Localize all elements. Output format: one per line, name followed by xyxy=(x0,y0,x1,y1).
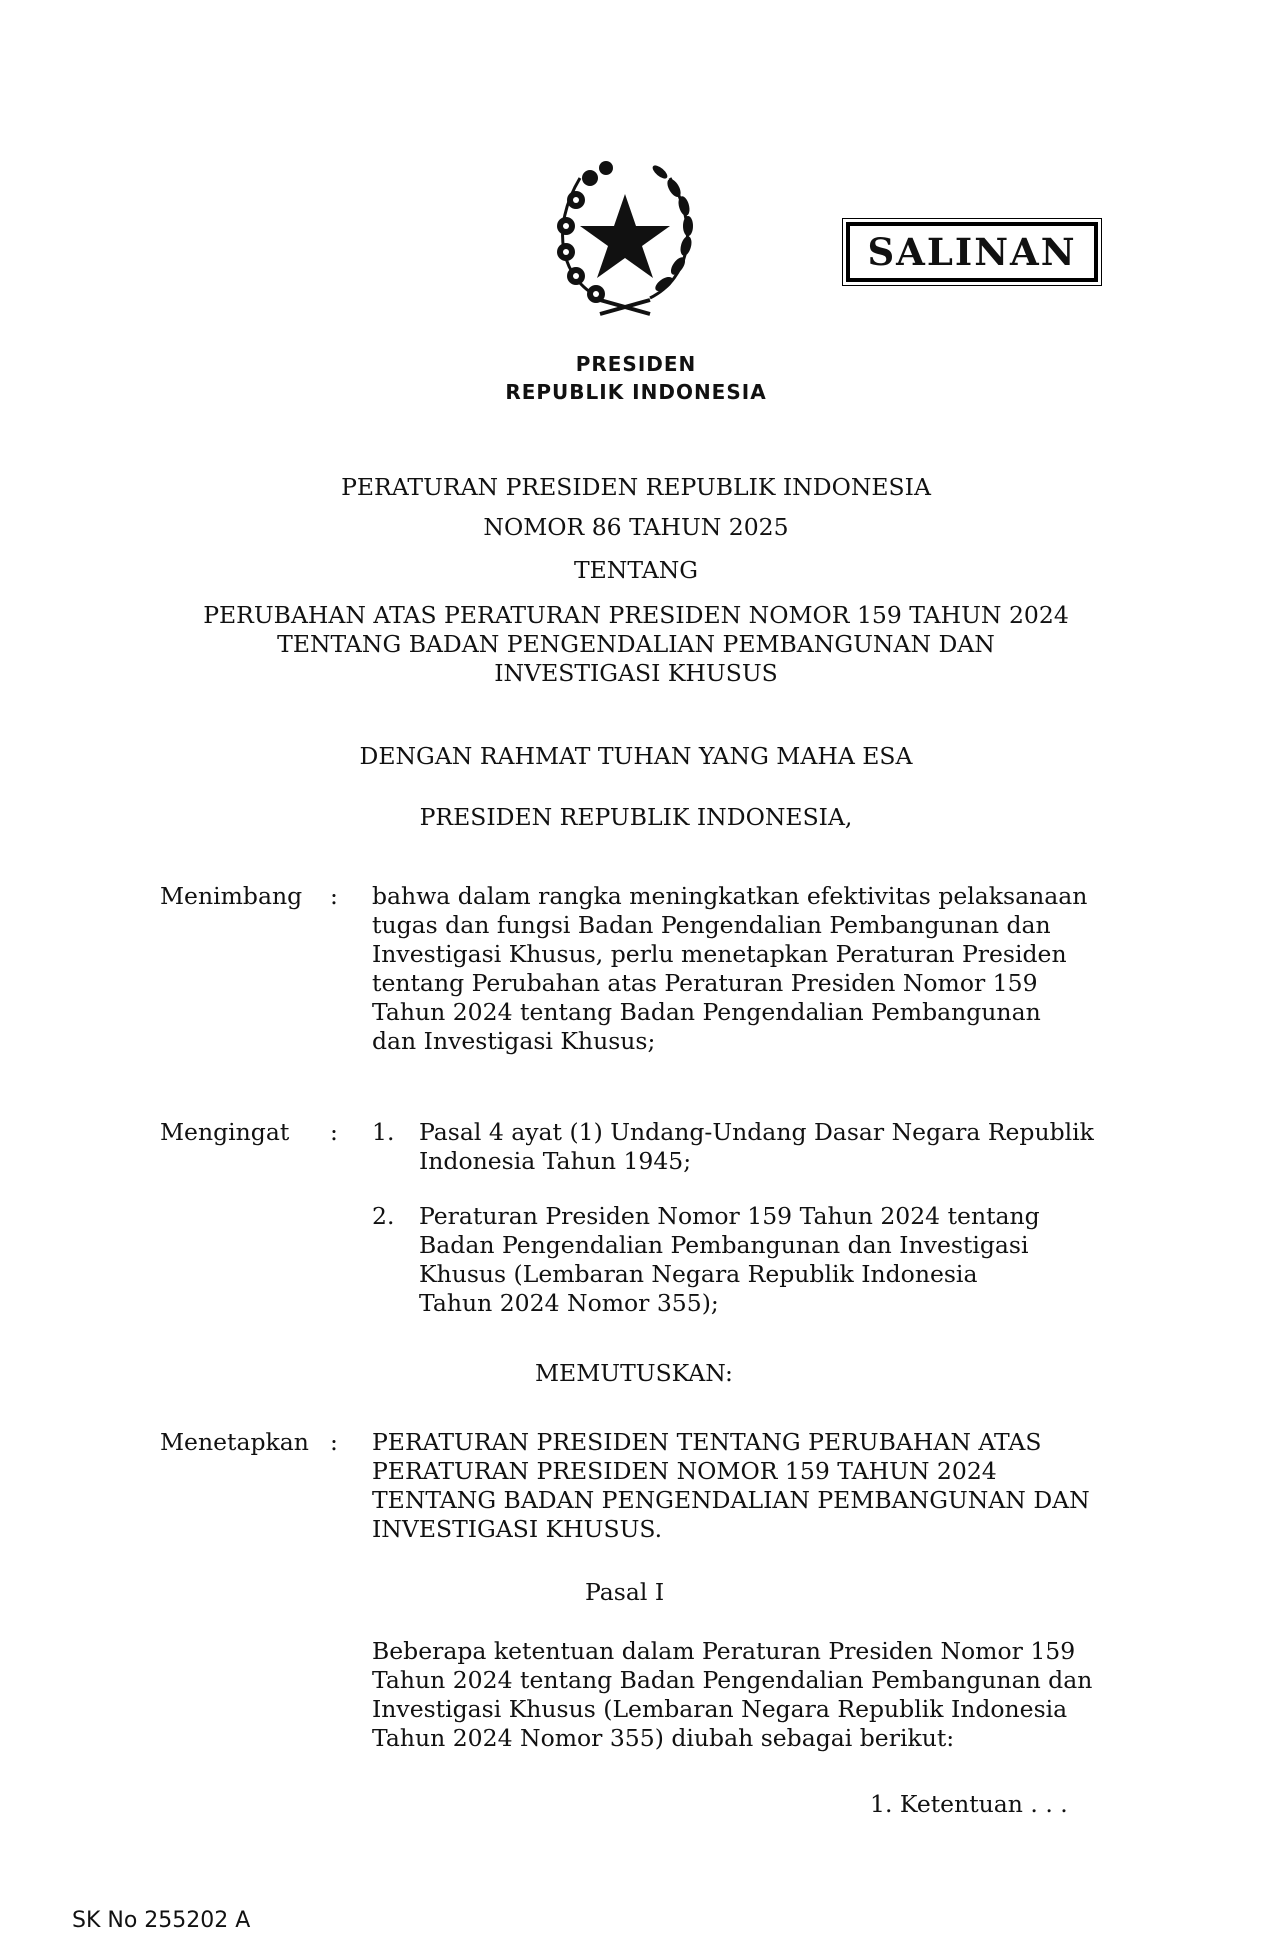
text-line: PERATURAN PRESIDEN TENTANG PERUBAHAN ATAS xyxy=(372,1428,1042,1456)
text-line: Khusus (Lembaran Negara Republik Indonesia xyxy=(419,1260,978,1288)
text-line: Badan Pengendalian Pembangunan dan Investigasi xyxy=(419,1231,1029,1259)
mengingat-item xyxy=(419,1118,1108,1176)
text-line: Tahun 2024 Nomor 355) diubah sebagai berikut: xyxy=(372,1724,955,1752)
text-line: INVESTIGASI KHUSUS. xyxy=(372,1515,663,1543)
pasal-text xyxy=(372,1637,1120,1753)
regulation-title: PERATURAN PRESIDEN REPUBLIK INDONESIA xyxy=(341,473,931,501)
menetapkan-colon: : xyxy=(330,1428,338,1456)
text-line: Tahun 2024 tentang Badan Pengendalian Pembangunan xyxy=(372,998,1041,1026)
mengingat-label: Mengingat xyxy=(160,1118,290,1146)
regulation-subject-line: TENTANG BADAN PENGENDALIAN PEMBANGUNAN DAN xyxy=(277,630,995,658)
garuda-emblem-icon xyxy=(540,148,710,320)
menetapkan-label: Menetapkan xyxy=(160,1428,309,1456)
text-line: tentang Perubahan atas Peraturan Presiden Nomor 159 xyxy=(372,969,1038,997)
text-line: Peraturan Presiden Nomor 159 Tahun 2024 tentang xyxy=(419,1202,1040,1230)
regulation-number: NOMOR 86 TAHUN 2025 xyxy=(483,513,789,541)
text-line: Investigasi Khusus (Lembaran Negara Republik Indonesia xyxy=(372,1695,1068,1723)
text-line: Beberapa ketentuan dalam Peraturan Presiden Nomor 159 xyxy=(372,1637,1076,1665)
text-line: Tahun 2024 tentang Badan Pengendalian Pembangunan dan xyxy=(372,1666,1093,1694)
salinan-label: SALINAN xyxy=(867,230,1077,274)
mengingat-item-number: 2. xyxy=(372,1202,395,1230)
mengingat-item-number: 1. xyxy=(372,1118,395,1146)
text-line: bahwa dalam rangka meningkatkan efektivitas pelaksanaan xyxy=(372,882,1088,910)
menetapkan-text xyxy=(372,1428,1108,1544)
issuer-line2: REPUBLIK INDONESIA xyxy=(505,380,767,404)
regulation-about: TENTANG xyxy=(573,556,699,584)
pasal-title: Pasal I xyxy=(585,1578,665,1606)
mengingat-item xyxy=(419,1202,1108,1318)
text-line: Investigasi Khusus, perlu menetapkan Peraturan Presiden xyxy=(372,940,1067,968)
regulation-subject-line: PERUBAHAN ATAS PERATURAN PRESIDEN NOMOR 159 TAHUN 2024 xyxy=(203,601,1069,629)
regulation-subject-line: INVESTIGASI KHUSUS xyxy=(494,659,778,687)
text-line: TENTANG BADAN PENGENDALIAN PEMBANGUNAN DAN xyxy=(372,1486,1090,1514)
issuer-line1: PRESIDEN xyxy=(575,352,697,376)
text-line: PERATURAN PRESIDEN NOMOR 159 TAHUN 2024 xyxy=(372,1457,997,1485)
mengingat-colon: : xyxy=(330,1118,338,1146)
issuing-authority: PRESIDEN REPUBLIK INDONESIA, xyxy=(419,803,853,831)
text-line: tugas dan fungsi Badan Pengendalian Pembangunan dan xyxy=(372,911,1051,939)
salinan-stamp xyxy=(846,222,1098,282)
text-line: Pasal 4 ayat (1) Undang-Undang Dasar Negara Republik xyxy=(419,1118,1094,1146)
text-line: Tahun 2024 Nomor 355); xyxy=(419,1289,719,1317)
menimbang-text xyxy=(372,882,1108,1056)
menimbang-label: Menimbang xyxy=(160,882,303,910)
memutuskan-heading: MEMUTUSKAN: xyxy=(535,1359,733,1387)
menimbang-colon: : xyxy=(330,882,338,910)
divine-invocation: DENGAN RAHMAT TUHAN YANG MAHA ESA xyxy=(359,742,913,770)
document-code: SK No 255202 A xyxy=(72,1908,251,1933)
text-line: dan Investigasi Khusus; xyxy=(372,1027,656,1055)
text-line: Indonesia Tahun 1945; xyxy=(419,1147,692,1175)
page-continuation: 1. Ketentuan . . . xyxy=(870,1790,1068,1818)
